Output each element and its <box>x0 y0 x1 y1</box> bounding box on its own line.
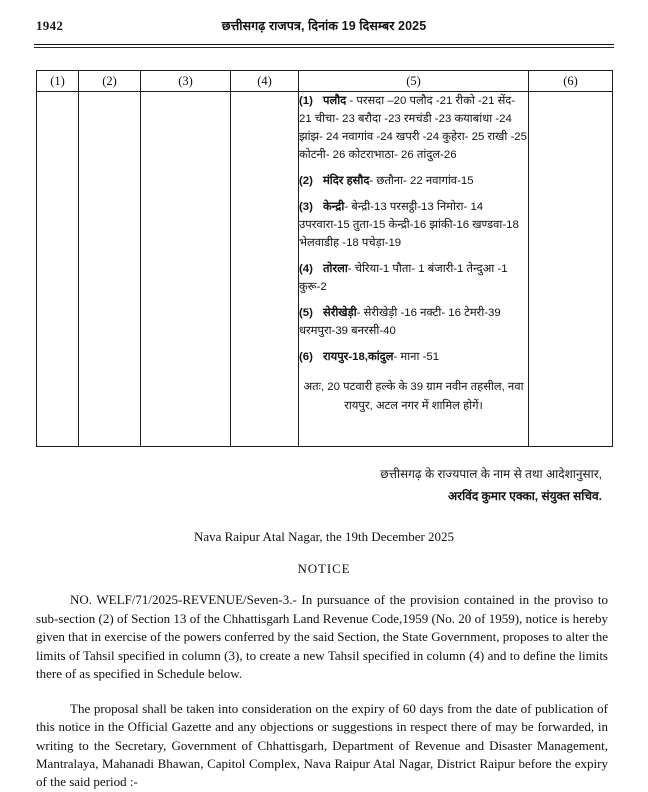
entry-detail: - बेन्द्री-13 परसट्ठी-13 निमोरा- 14 उपरवारा-15 तुता-15 केन्द्री-16 झांकी-16 खण्डवा-18 भेलवाडीह -18 पचेड़ा-19 <box>299 201 519 250</box>
cell-column-2 <box>79 92 141 447</box>
entry-detail: - परसदा –20 पलौद -21 रीको -21 सेंद- 21 चीचा- 23 बरौदा -23 रमचंडी -23 कयाबांधा -24 झांझ- 24 नवागांव -24 खपरी -24 कुहेरा- 25 राखी -25 कोटनी- 26 कोटराभाठा- 26 तांदुल-26 <box>299 95 527 162</box>
cell-column-5-village-list <box>299 92 529 447</box>
list-item <box>299 304 528 340</box>
entry-detail: - चेरिया-1 पौता- 1 बंजारी-1 तेन्दुआ -1 कुरू-2 <box>299 263 508 294</box>
notice-paragraph-1: NO. WELF/71/2025-REVENUE/Seven-3.- In pursuance of the provision contained in the proviso to sub-section (2) of Section 13 of the Chhattisgarh Land Revenue Code,1959 (No. 20 of 1959), notice is hereby given that in exercise of the powers conferred by the said Section, the State Government, proposes to alter the limits of Tahsil specified in column (3), to create a new Tahsil specified in column (4) and to define the limits there of as specified in Schedule below. <box>36 592 608 682</box>
entry-number: (1) <box>299 95 313 107</box>
entry-number: (3) <box>299 201 313 214</box>
entry-place-name: तोरला <box>323 263 348 276</box>
entry-number: (5) <box>299 307 313 320</box>
signature-block <box>36 463 602 507</box>
notice-paragraph-2: The proposal shall be taken into consideration on the expiry of 60 days from the date of publication of this notice in the Official Gazette and any objections or suggestions in respect there of may be forwarded, in writing to the Secretary, Government of Chhattisgarh, Department of Revenue and Disaster Management, Mantralaya, Mahanadi Bhawan, Capitol Complex, Nava Raipur Atal Nagar, District Raipur before the expiry of the said period :- <box>36 700 608 790</box>
notice-dateline: Nava Raipur Atal Nagar, the 19th December 2025 <box>193 529 455 545</box>
signatory-name: अरविंद कुमार एक्का, संयुक्त सचिव. <box>448 489 602 504</box>
entry-detail: - सेरीखेड़ी -16 नक्टी- 16 टेमरी-39 धरमपुरा-39 बनरसी-40 <box>299 307 501 338</box>
entry-place-name: केन्द्री <box>323 201 345 214</box>
entry-number: (6) <box>299 351 313 364</box>
gazette-header-title: छत्तीसगढ़ राजपत्र, दिनांक 19 दिसम्बर 2025 <box>221 19 427 33</box>
cell-column-6 <box>529 92 613 447</box>
table-header-row <box>37 71 613 92</box>
by-order-text: छत्तीसगढ़ के राज्यपाल के नाम से तथा आदेशानुसार, <box>380 467 602 481</box>
cell-column-1 <box>37 92 79 447</box>
schedule-table-container <box>36 70 612 447</box>
list-item <box>299 92 528 164</box>
list-item <box>299 172 528 190</box>
entry-number: (4) <box>299 263 313 276</box>
column-header-1: (1) <box>37 71 79 92</box>
list-item <box>299 348 528 366</box>
column-header-2: (2) <box>79 71 141 92</box>
column-header-4: (4) <box>231 71 299 92</box>
entry-place-name: रायपुर-18,कांदुल <box>323 351 394 364</box>
schedule-table <box>36 70 613 447</box>
list-item <box>299 260 528 296</box>
entry-place-name: सेरीखेड़ी <box>323 307 357 320</box>
entry-detail: - छतौना- 22 नवागांव-15 <box>369 175 474 188</box>
entry-detail: - माना -51 <box>393 351 440 364</box>
header-divider-rule <box>34 44 614 48</box>
notice-title: NOTICE <box>297 561 351 577</box>
cell-column-3 <box>141 92 231 447</box>
column-header-6: (6) <box>529 71 613 92</box>
page-number: 1942 <box>36 18 64 33</box>
entry-place-name: पलौद <box>323 95 347 107</box>
list-item <box>299 198 528 252</box>
entry-number: (2) <box>299 175 313 188</box>
column-header-5: (5) <box>299 71 529 92</box>
table-row <box>37 92 613 447</box>
column-header-3: (3) <box>141 71 231 92</box>
cell-column-4 <box>231 92 299 447</box>
page-running-header <box>36 0 612 44</box>
entry-place-name: मंदिर हसौद <box>323 175 370 188</box>
schedule-note: अतः, 20 पटवारी हल्के के 39 ग्राम नवीन तहसील, नवा रायपुर, अटल नगर में शामिल होगें। <box>303 381 524 412</box>
